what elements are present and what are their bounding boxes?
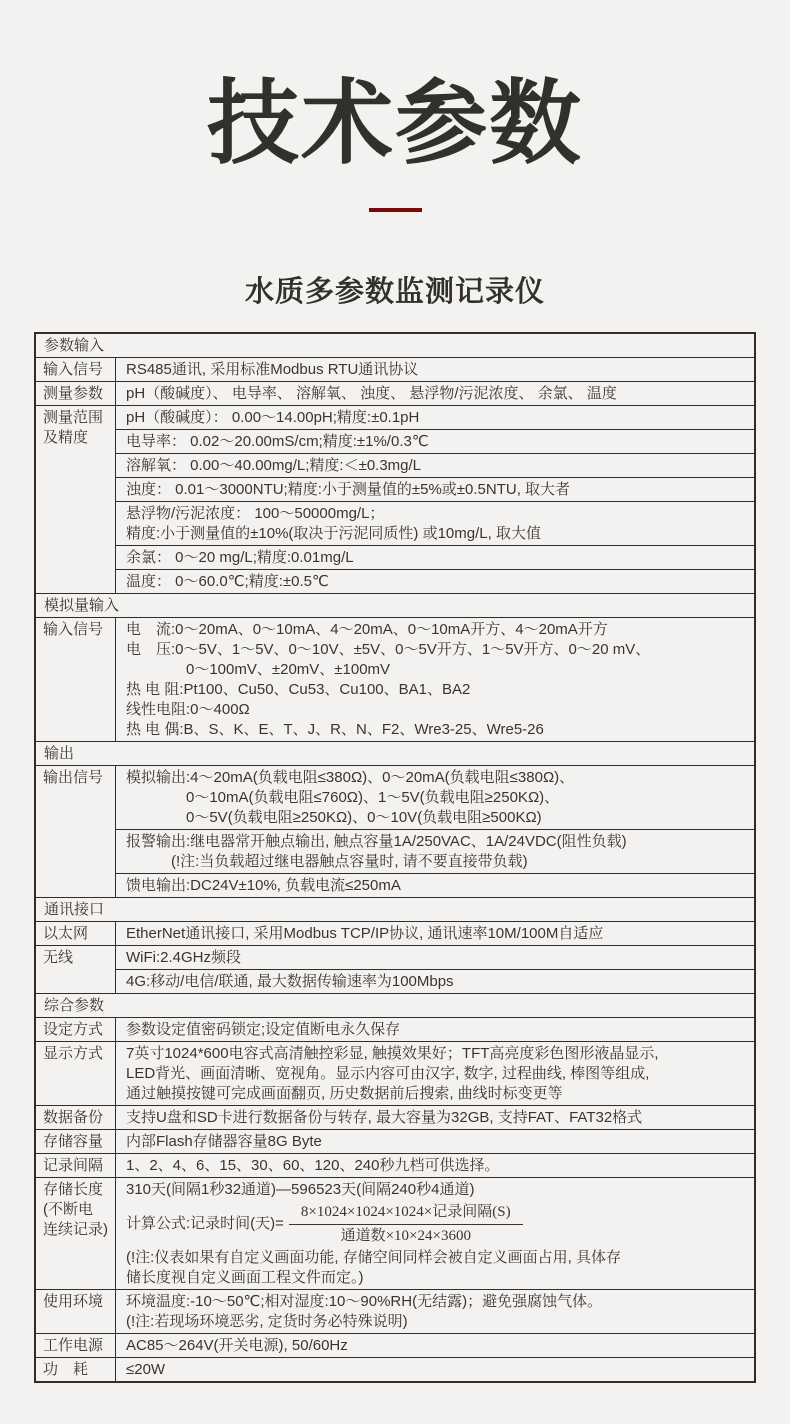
spec-cell [116, 922, 754, 945]
row-content [116, 1130, 754, 1153]
page-title: 技术参数 [206, 73, 583, 175]
row-label [36, 1178, 116, 1289]
spec-cell [116, 1334, 754, 1357]
row-label-line: 测量范围 [43, 408, 104, 426]
spec-table [34, 332, 756, 1383]
spec-cell [116, 453, 754, 477]
row-label-line: 输入信号 [43, 360, 104, 378]
spec-cell [116, 1042, 754, 1105]
spec-text: 温度： 0～60.0℃;精度:±0.5℃ [126, 572, 329, 590]
section-row [36, 897, 754, 921]
spec-text: 浊度： 0.01～3000NTU;精度:小于测量值的±5%或±0.5NTU, 取大者 [126, 480, 571, 498]
spec-cell [116, 1290, 754, 1333]
spec-cell [116, 569, 754, 593]
spec-row [36, 1153, 754, 1177]
section-row [36, 334, 754, 357]
spec-cell [116, 477, 754, 501]
row-label [36, 1334, 116, 1357]
spec-text: 7英寸1024*600电容式高清触控彩显, 触摸效果好；TFT高亮度彩色图形液晶显示, [126, 1044, 659, 1062]
spec-cell [116, 406, 754, 429]
fraction-denominator: 通道数×10×24×3600 [340, 1227, 471, 1244]
spec-text: 环境温度:-10～50℃;相对湿度:10～90%RH(无结露)；避免强腐蚀气体。 [126, 1292, 603, 1310]
row-content [116, 1106, 754, 1129]
section-label: 综合参数 [44, 996, 105, 1014]
row-content [116, 618, 754, 741]
row-content [116, 382, 754, 405]
spec-row [36, 1017, 754, 1041]
row-content [116, 766, 754, 897]
row-label [36, 382, 116, 405]
spec-text: pH（酸碱度）： 0.00～14.00pH;精度:±0.1pH [126, 408, 420, 426]
spec-cell [116, 873, 754, 897]
spec-cell [116, 618, 754, 741]
spec-row [36, 1289, 754, 1333]
row-label [36, 358, 116, 381]
row-label-line: 存储容量 [43, 1132, 104, 1150]
spec-text: 0～10mA(负载电阻≤760Ω)、1～5V(负载电阻≥250KΩ)、 [126, 788, 560, 806]
row-label-line: 功 耗 [43, 1360, 89, 1378]
row-label-line: 记录间隔 [43, 1156, 104, 1174]
spec-text: 溶解氧： 0.00～40.00mg/L;精度:＜±0.3mg/L [126, 456, 422, 474]
spec-text: 310天(间隔1秒32通道)—596523天(间隔240秒4通道) [126, 1180, 475, 1198]
spec-cell [116, 1106, 754, 1129]
spec-row [36, 1041, 754, 1105]
spec-row [36, 1333, 754, 1357]
spec-text: 通过触摸按键可完成画面翻页, 历史数据前后搜索, 曲线时标变更等 [126, 1084, 563, 1102]
spec-text: 馈电输出:DC24V±10%, 负载电流≤250mA [126, 876, 401, 894]
row-label-line: 测量参数 [43, 384, 104, 402]
spec-row [36, 381, 754, 405]
row-label-line: 以太网 [43, 924, 89, 942]
page-subtitle: 水质多参数监测记录仪 [244, 276, 545, 308]
storage-formula [126, 1203, 750, 1246]
row-label [36, 922, 116, 945]
spec-text: 线性电阻:0～400Ω [126, 700, 250, 718]
spec-text: 电导率： 0.02～20.00mS/cm;精度:±1%/0.3℃ [126, 432, 429, 450]
row-label [36, 1042, 116, 1105]
row-label [36, 1154, 116, 1177]
spec-text: 余氯： 0～20 mg/L;精度:0.01mg/L [126, 548, 354, 566]
spec-cell [116, 1154, 754, 1177]
spec-text: 0～100mV、±20mV、±100mV [126, 660, 391, 678]
row-label-line: 存储长度 [43, 1180, 104, 1198]
row-label [36, 766, 116, 897]
spec-cell [116, 501, 754, 545]
row-label-line: 设定方式 [43, 1020, 104, 1038]
spec-text: 电 流:0～20mA、0～10mA、4～20mA、0～10mA开方、4～20mA开方 [126, 620, 608, 638]
spec-cell [116, 1178, 754, 1289]
spec-text: 精度:小于测量值的±10%(取决于污泥同质性) 或10mg/L, 取大值 [126, 524, 541, 542]
row-label-line: (不断电 [43, 1200, 93, 1218]
row-content [116, 406, 754, 593]
row-content [116, 1178, 754, 1289]
page-header [0, 0, 790, 308]
row-label-line: 数据备份 [43, 1108, 104, 1126]
row-label-line: 无线 [43, 948, 74, 966]
row-label-line: 连续记录) [43, 1220, 108, 1238]
section-row [36, 741, 754, 765]
spec-text: RS485通讯, 采用标准Modbus RTU通讯协议 [126, 360, 419, 378]
row-content [116, 1358, 754, 1381]
row-content [116, 358, 754, 381]
spec-text: 电 压:0～5V、1～5V、0～10V、±5V、0～5V开方、1～5V开方、0～20 mV、 [126, 640, 651, 658]
row-label-line: 显示方式 [43, 1044, 104, 1062]
row-label [36, 1018, 116, 1041]
row-label [36, 1130, 116, 1153]
spec-row [36, 1177, 754, 1289]
section-label: 通讯接口 [44, 900, 105, 918]
row-label-line: 输入信号 [43, 620, 104, 638]
row-label-line: 及精度 [43, 428, 89, 446]
spec-row [36, 765, 754, 897]
spec-text: WiFi:2.4GHz频段 [126, 948, 242, 966]
spec-text: pH（酸碱度）、 电导率、 溶解氧、 浊度、 悬浮物/污泥浓度、 余氯、 温度 [126, 384, 617, 402]
fraction [289, 1203, 523, 1246]
formula-prefix: 计算公式:记录时间(天)= [126, 1215, 284, 1232]
spec-text: 4G:移动/电信/联通, 最大数据传输速率为100Mbps [126, 972, 454, 990]
spec-text: 参数设定值密码锁定;设定值断电永久保存 [126, 1020, 401, 1038]
row-label [36, 1290, 116, 1333]
spec-row [36, 1129, 754, 1153]
spec-text: 模拟输出:4～20mA(负载电阻≤380Ω)、0～20mA(负载电阻≤380Ω)、 [126, 768, 575, 786]
section-label: 参数输入 [44, 336, 105, 354]
spec-text: (!注:若现场环境恶劣, 定货时务必特殊说明) [126, 1312, 408, 1330]
spec-text: 热 电 阻:Pt100、Cu50、Cu53、Cu100、BA1、BA2 [126, 680, 471, 698]
spec-cell [116, 1358, 754, 1381]
spec-cell [116, 766, 754, 829]
section-row [36, 593, 754, 617]
spec-cell [116, 946, 754, 969]
row-label-line: 工作电源 [43, 1336, 104, 1354]
row-content [116, 1018, 754, 1041]
row-label-line: 输出信号 [43, 768, 104, 786]
row-content [116, 922, 754, 945]
spec-cell [116, 358, 754, 381]
spec-row [36, 1105, 754, 1129]
spec-row [36, 1357, 754, 1381]
spec-text: AC85～264V(开关电源), 50/60Hz [126, 1336, 348, 1354]
spec-text: LED背光、画面清晰、宽视角。显示内容可由汉字, 数字, 过程曲线, 棒图等组成, [126, 1064, 650, 1082]
spec-cell [116, 429, 754, 453]
spec-text: EtherNet通讯接口, 采用Modbus TCP/IP协议, 通讯速率10M/100M自适应 [126, 924, 604, 942]
row-label-line: 使用环境 [43, 1292, 104, 1310]
row-label [36, 1358, 116, 1381]
spec-text: 热 电 偶:B、S、K、E、T、J、R、N、F2、Wre3-25、Wre5-26 [126, 720, 544, 738]
spec-text: (!注:当负载超过继电器触点容量时, 请不要直接带负载) [126, 852, 528, 870]
section-row [36, 993, 754, 1017]
row-label [36, 1106, 116, 1129]
spec-cell [116, 829, 754, 873]
row-content [116, 1042, 754, 1105]
title-divider [369, 208, 422, 212]
spec-text: 1、2、4、6、15、30、60、120、240秒九档可供选择。 [126, 1156, 500, 1174]
fraction-numerator: 8×1024×1024×1024×记录间隔(S) [289, 1203, 523, 1225]
spec-text: ≤20W [126, 1360, 166, 1378]
section-label: 输出 [44, 744, 75, 762]
spec-text: 储长度视自定义画面工程文件而定。) [126, 1268, 364, 1286]
spec-row [36, 357, 754, 381]
spec-text: (!注:仪表如果有自定义画面功能, 存储空间同样会被自定义画面占用, 具体存 [126, 1248, 622, 1266]
section-label: 模拟量输入 [44, 596, 120, 614]
spec-cell [116, 969, 754, 993]
row-label [36, 406, 116, 593]
spec-row [36, 921, 754, 945]
row-content [116, 1154, 754, 1177]
row-content [116, 1334, 754, 1357]
spec-row [36, 405, 754, 593]
row-label [36, 946, 116, 993]
spec-text: 支持U盘和SD卡进行数据备份与转存, 最大容量为32GB, 支持FAT、FAT32格式 [126, 1108, 643, 1126]
spec-text: 报警输出:继电器常开触点输出, 触点容量1A/250VAC、1A/24VDC(阻性负载) [126, 832, 627, 850]
spec-cell [116, 1018, 754, 1041]
row-label [36, 618, 116, 741]
spec-row [36, 945, 754, 993]
spec-text: 内部Flash存储器容量8G Byte [126, 1132, 322, 1150]
spec-text: 0～5V(负载电阻≥250KΩ)、0～10V(负载电阻≥500KΩ) [126, 808, 542, 826]
row-content [116, 1290, 754, 1333]
spec-text: 悬浮物/污泥浓度： 100～50000mg/L； [126, 504, 385, 522]
spec-cell [116, 1130, 754, 1153]
row-content [116, 946, 754, 993]
spec-cell [116, 545, 754, 569]
spec-cell [116, 382, 754, 405]
spec-row [36, 617, 754, 741]
